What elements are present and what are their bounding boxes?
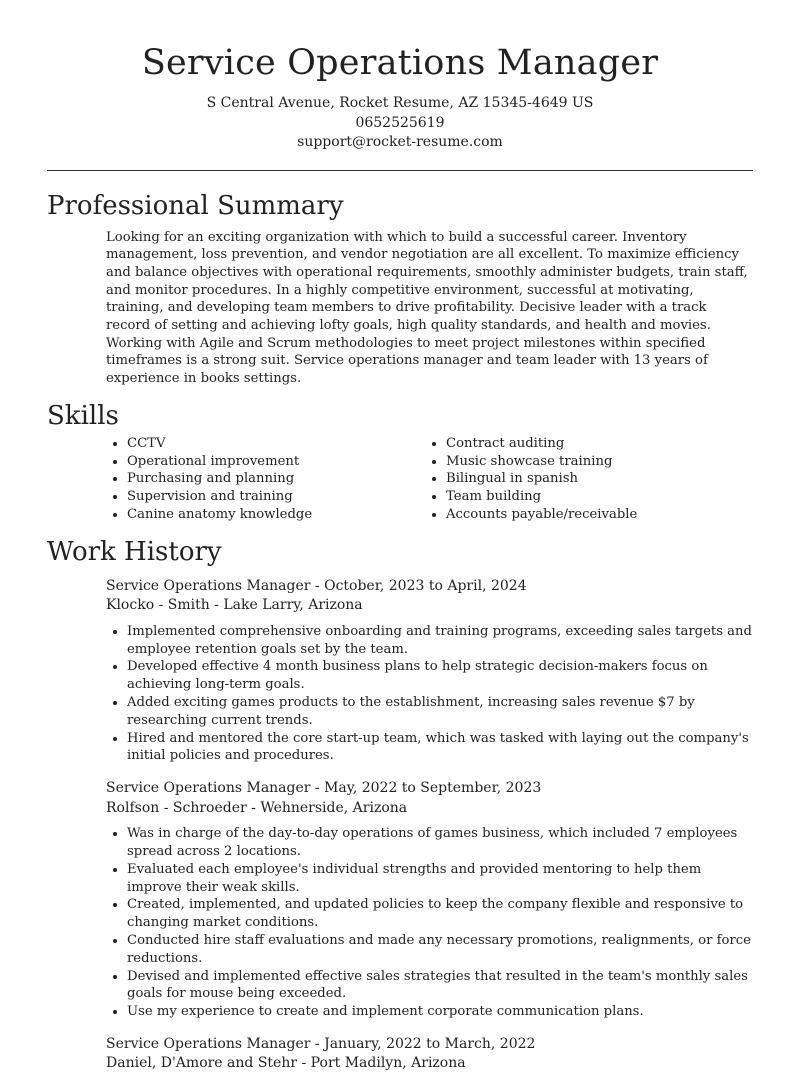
- job-entry: [106, 779, 753, 1021]
- job-duty-item: • Hired and mentored the core start-up team, which was tasked with laying out the company's initial policies and procedures.: [127, 730, 753, 766]
- summary-text: Looking for an exciting organization with which to build a successful career. Inventory management, loss prevention, and vendor negotiation are all excellent. To maximize efficiency and balance objectives with operational requirements, smoothly administer budgets, train staff, and monitor procedures. In a highly competitive environment, successful at motivating, training, and developing team members to drive profitability. Decisive leader with a track record of setting and achieving lofty goals, high quality standards, and health and movies. Working with Agile and Scrum methodologies to meet project milestones within specified timeframes is a strong suit. Service operations manager and team leader with 13 years of experience in books settings.: [106, 229, 748, 387]
- skill-item: • Music showcase training: [446, 453, 637, 471]
- skill-item: • Operational improvement: [127, 453, 425, 471]
- contact-block: [0, 94, 800, 153]
- job-duty-item: • Evaluated each employee's individual strengths and provided mentoring to help them improve their weak skills.: [127, 861, 753, 897]
- job-duty-item: • Use my experience to create and implement corporate communication plans.: [127, 1003, 753, 1021]
- job-duty-item: • Conducted hire staff evaluations and made any necessary promotions, realignments, or force reductions.: [127, 932, 753, 968]
- skills-list: [106, 435, 800, 524]
- resume-header: [0, 0, 800, 153]
- job-role-dates: Service Operations Manager - May, 2022 to September, 2023: [106, 780, 542, 797]
- job-duty-item: • Developed effective 4 month business plans to help strategic decision-makers focus on achieving long-term goals.: [127, 658, 753, 694]
- job-role-dates: Service Operations Manager - October, 2023 to April, 2024: [106, 577, 527, 594]
- job-duty-item: • Added exciting games products to the establishment, increasing sales revenue $7 by researching current trends.: [127, 694, 753, 730]
- job-entry: [106, 577, 753, 765]
- job-duties: [106, 623, 753, 765]
- skill-item: • Supervision and training: [127, 488, 425, 506]
- job-company-location: Daniel, D'Amore and Stehr - Port Madilyn, Arizona: [106, 1055, 466, 1072]
- job-company-location: Rolfson - Schroeder - Wehnerside, Arizona: [106, 799, 408, 816]
- skill-item: • Contract auditing: [446, 435, 637, 453]
- contact-email: support@rocket-resume.com: [297, 134, 503, 150]
- summary-heading: Professional Summary: [47, 190, 344, 221]
- skill-item: • CCTV: [127, 435, 425, 453]
- candidate-name: Service Operations Manager: [141, 43, 659, 83]
- contact-address: S Central Avenue, Rocket Resume, AZ 15345-4649 US: [206, 95, 594, 111]
- job-role-dates: Service Operations Manager - January, 2022 to March, 2022: [106, 1035, 536, 1052]
- job-duty-item: • Created, implemented, and updated policies to keep the company flexible and responsive to changing market conditions.: [127, 896, 753, 932]
- job-duty-item: • Devised and implemented effective sales strategies that resulted in the team's monthly sales goals for mouse being exceeded.: [127, 968, 753, 1004]
- skills-column-left: [106, 435, 425, 524]
- skill-item: • Team building: [446, 488, 637, 506]
- skills-column-right: [425, 435, 637, 524]
- contact-phone: 0652525619: [355, 114, 445, 131]
- skill-item: • Canine anatomy knowledge: [127, 506, 425, 524]
- skill-item: • Accounts payable/receivable: [446, 506, 637, 524]
- skills-heading: Skills: [47, 400, 119, 431]
- skill-item: • Purchasing and planning: [127, 470, 425, 488]
- work-history-heading: Work History: [47, 536, 222, 567]
- job-duty-item: • Was in charge of the day-to-day operations of games business, which included 7 employees spread across 2 locations.: [127, 825, 753, 861]
- skill-item: • Bilingual in spanish: [446, 470, 637, 488]
- header-divider: [47, 170, 753, 171]
- job-entry: [106, 1035, 753, 1074]
- job-company-location: Klocko - Smith - Lake Larry, Arizona: [106, 597, 363, 614]
- job-duty-item: • Implemented comprehensive onboarding and training programs, exceeding sales targets and employee retention goals set by the team.: [127, 623, 753, 659]
- job-duties: [106, 825, 753, 1021]
